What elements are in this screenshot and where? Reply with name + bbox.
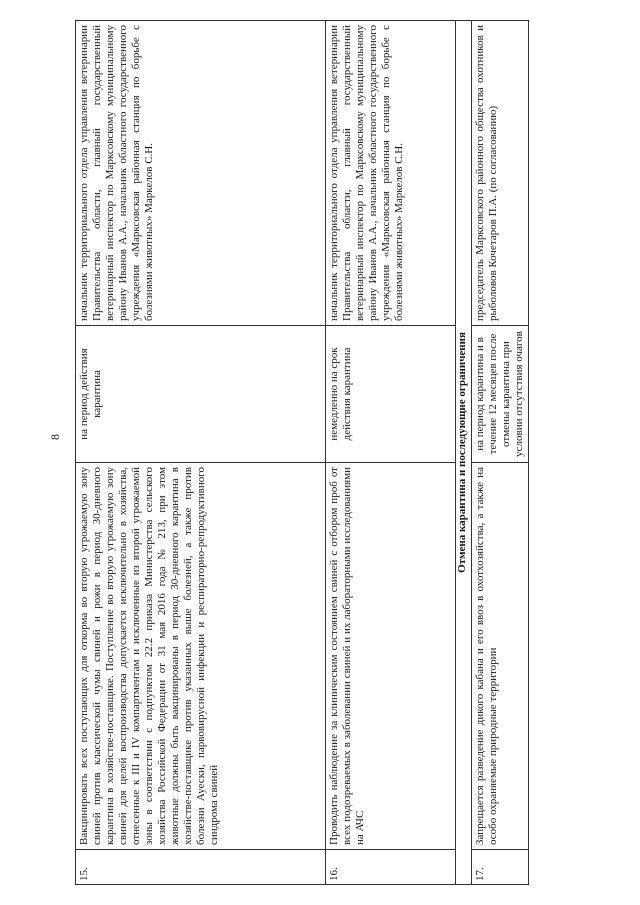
term-text: на период действия карантина (76, 326, 326, 463)
rotated-table-container (75, 20, 525, 885)
measure-text: Проводить наблюдение за клиническим состоянием свиней с отбором проб от всех подозреваемых в заболевании свиней и их лабораторными исследованиями на АЧС (326, 463, 456, 850)
row-number: 17. (472, 850, 529, 885)
row-number: 15. (76, 850, 326, 885)
responsible-text: председатель Марксовского районного общества охотников и рыболовов Кочетаров П.А. (по согласованию) (472, 21, 529, 326)
measure-text: Вакцинировать всех поступающих для откорма во вторую угрожаемую зону свиней против классической чумы свиней и рожи в период 30-дневного карантина в хозяйстве-поставщике. Поступление во вторую угрожаемую зону свиней для целей воспроизводства допускается исключительно в хозяйства, отнесенные к III и IV компартментам и исключенные из второй угрожаемой зоны в соответствии с подпунктом 22.2 приказа Министерства сельского хозяйства Российской Федерации от 31 мая 2016 года № 213, при этом животные должны быть вакцинированы в период 30-дневного карантина в хозяйстве-поставщике против указанных выше болезней, а также против болезни Ауески, парвовирусной инфекции и респираторно-репродуктивного синдрома свиней (76, 463, 326, 850)
section-heading: Отмена карантина и последующие ограничения (456, 21, 472, 885)
section-heading-row (456, 21, 472, 885)
table-row (76, 21, 326, 885)
table-row (326, 21, 456, 885)
table-row (472, 21, 529, 885)
term-text: немедленно на срок действия карантина (326, 326, 456, 463)
page-number: 8 (48, 434, 62, 440)
responsible-text: начальник территориального отдела управления ветеринарии Правительства области, главный государственный ветеринарный инспектор по Марксовскому муниципальному району Иванов А.А., начальник областного государственного учреждения «Марксовская районная станция по борьбе с болезнями животных» Маркелов С.Н. (326, 21, 456, 326)
responsible-text: начальник территориального отдела управления ветеринарии Правительства области, главный государственный ветеринарный инспектор по Марксовскому муниципальному району Иванов А.А., начальник областного государственного учреждения «Марксовская районная станция по борьбе с болезнями животных» Маркелов С.Н. (76, 21, 326, 326)
measures-table (75, 20, 529, 885)
row-number: 16. (326, 850, 456, 885)
term-text: на период карантина и в течение 12 месяцев после отмены карантина при условии отсутствия очагов (472, 326, 529, 463)
measure-text: Запрещается разведение дикого кабана и его ввоз в охотхозяйства, а также на особо охраняемые природные территории (472, 463, 529, 850)
